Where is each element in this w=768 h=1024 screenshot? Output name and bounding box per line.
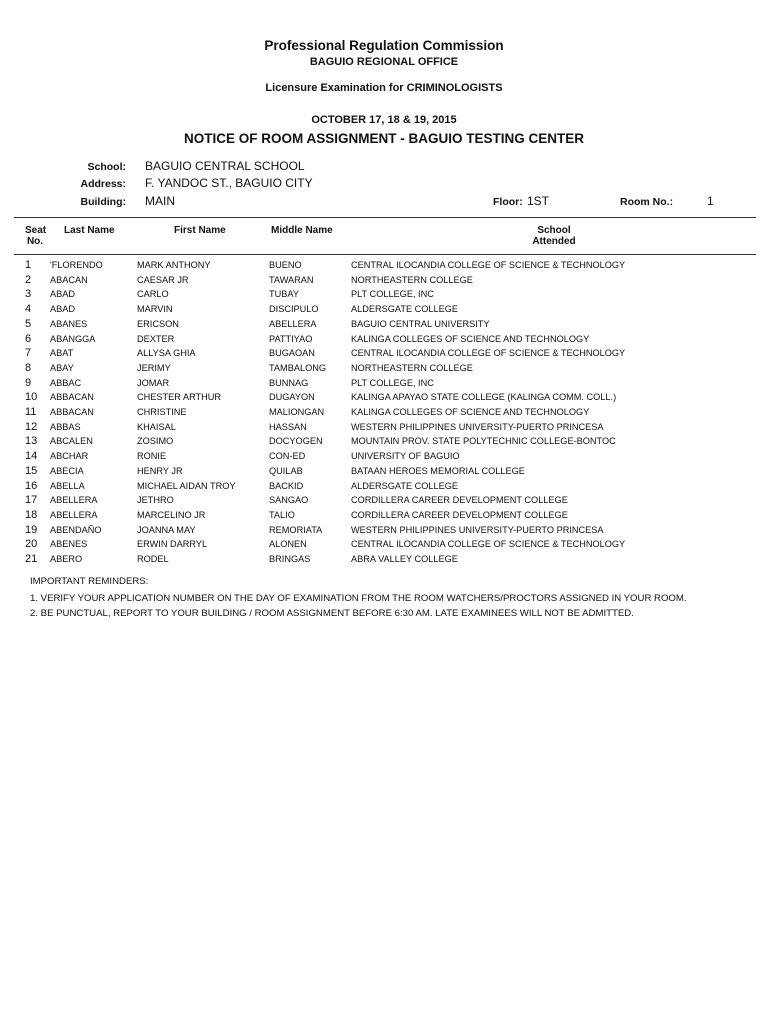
seat-number: 10 [25, 391, 38, 404]
seat-number: 7 [25, 347, 32, 360]
school-attended: PLT COLLEGE, INC [351, 377, 434, 388]
middle-name: BACKID [269, 480, 304, 491]
table-row [0, 525, 768, 540]
first-name: JOMAR [137, 377, 170, 388]
middle-name: ALONEN [269, 539, 307, 550]
last-name: ABECIA [50, 465, 84, 476]
school-attended: WESTERN PHILIPPINES UNIVERSITY-PUERTO PRINCESA [351, 421, 604, 432]
first-name: JETHRO [137, 495, 174, 506]
middle-name: TAWARAN [269, 274, 314, 285]
first-name: JERIMY [137, 362, 171, 373]
table-row [0, 334, 768, 349]
seat-header-line1: Seat [25, 225, 47, 236]
last-name: ABCHAR [50, 451, 89, 462]
middle-name: BUENO [269, 260, 302, 270]
seat-number: 2 [25, 273, 32, 286]
first-name: ERICSON [137, 318, 179, 329]
seat-number: 11 [25, 406, 37, 418]
school-attended: PLT COLLEGE, INC [351, 289, 434, 300]
last-name: ABBAS [50, 421, 81, 432]
regional-office: BAGUIO REGIONAL OFFICE [309, 56, 459, 68]
seat-header-line2: No. [26, 236, 44, 247]
table-row [0, 554, 768, 569]
seat-number: 9 [25, 376, 32, 389]
last-name: ABANES [50, 318, 88, 329]
school-attended: ABRA VALLEY COLLEGE [351, 554, 458, 564]
middle-name: CON-ED [269, 451, 306, 462]
school-header-line2: Attended [532, 236, 576, 247]
first-name: CARLO [137, 289, 169, 300]
table-row [0, 436, 768, 451]
table-row [0, 451, 768, 466]
school-attended: KALINGA COLLEGES OF SCIENCE AND TECHNOLOGY [351, 333, 590, 344]
notice-title: NOTICE OF ROOM ASSIGNMENT - BAGUIO TESTING CENTER [183, 131, 584, 146]
table-row [0, 304, 768, 319]
middle-name: SANGAO [269, 495, 309, 506]
reminder-item: 1. VERIFY YOUR APPLICATION NUMBER ON THE DAY OF EXAMINATION FROM THE ROOM WATCHERS/PROCTORS ASSIGNED IN YOUR ROOM. [30, 593, 687, 604]
middle-name: BUGAOAN [269, 348, 315, 359]
table-row [0, 275, 768, 290]
last-name: ABBACAN [50, 392, 94, 403]
middle-name: TAMBALONG [269, 362, 327, 373]
school-attended: BATAAN HEROES MEMORIAL COLLEGE [351, 465, 525, 476]
first-name: CHRISTINE [137, 407, 187, 417]
seat-number: 12 [25, 420, 38, 433]
table-row [0, 407, 768, 422]
last-name: ABACAN [50, 274, 88, 285]
first-name: MARK ANTHONY [137, 260, 211, 270]
last-name: ABCALEN [50, 436, 93, 447]
first-name: RONIE [137, 451, 167, 462]
reminders-title: IMPORTANT REMINDERS: [30, 576, 149, 587]
first-name: ERWIN DARRYL [137, 539, 208, 550]
last-name: ABENES [50, 539, 88, 550]
seat-number: 21 [25, 553, 38, 565]
seat-number: 16 [25, 479, 38, 492]
school-attended: CENTRAL ILOCANDIA COLLEGE OF SCIENCE & TECHNOLOGY [351, 539, 626, 550]
seat-number: 3 [25, 288, 32, 301]
school-attended: CORDILLERA CAREER DEVELOPMENT COLLEGE [351, 495, 568, 506]
middle-name: PATTIYAO [269, 333, 313, 344]
table-row [0, 378, 768, 393]
first-name: MARCELINO JR [137, 509, 206, 520]
header-divider [14, 217, 756, 218]
first-name: ALLYSA GHIA [137, 348, 196, 359]
school-header-line1: School [537, 225, 571, 236]
table-row [0, 348, 768, 363]
middle-name: BRINGAS [269, 554, 311, 564]
middle-name: BUNNAG [269, 377, 309, 388]
first-name: DEXTER [137, 333, 175, 344]
middle-name: ABELLERA [269, 318, 317, 329]
middle-name: DUGAYON [269, 392, 315, 403]
table-row [0, 422, 768, 437]
organization-title: Professional Regulation Commission [264, 38, 504, 53]
seat-number: 6 [25, 332, 32, 345]
table-row [0, 392, 768, 407]
table-row [0, 289, 768, 304]
seat-number: 8 [25, 361, 32, 374]
school-attended: CENTRAL ILOCANDIA COLLEGE OF SCIENCE & TECHNOLOGY [351, 348, 626, 359]
first-name: MICHAEL AIDAN TROY [137, 480, 236, 491]
room-value: 1 [707, 194, 714, 208]
column-header-school [504, 225, 604, 247]
last-name: ABANGGA [50, 333, 96, 344]
last-name: ABAY [50, 362, 74, 373]
last-name: ABELLERA [50, 509, 98, 520]
middle-name: REMORIATA [269, 524, 323, 535]
seat-number: 17 [25, 494, 38, 507]
reminder-item: 2. BE PUNCTUAL, REPORT TO YOUR BUILDING / ROOM ASSIGNMENT BEFORE 6:30 AM. LATE EXAMINEES WILL NOT BE ADMITTED. [30, 608, 634, 619]
table-row [0, 363, 768, 378]
seat-number: 18 [25, 508, 38, 521]
table-row [0, 260, 768, 275]
table-row [0, 539, 768, 554]
school-attended: BAGUIO CENTRAL UNIVERSITY [351, 318, 490, 329]
table-row [0, 481, 768, 496]
last-name: ABENDAÑO [50, 524, 102, 535]
school-attended: NORTHEASTERN COLLEGE [351, 274, 473, 285]
school-attended: CORDILLERA CAREER DEVELOPMENT COLLEGE [351, 509, 568, 520]
column-header-seat [25, 225, 45, 247]
column-header-middle-name: Middle Name [271, 225, 333, 236]
room-label: Room No.: [620, 196, 674, 208]
floor-label: Floor: [493, 196, 523, 208]
exam-dates: OCTOBER 17, 18 & 19, 2015 [311, 114, 457, 126]
middle-name: TUBAY [269, 289, 299, 300]
middle-name: QUILAB [269, 465, 303, 476]
school-label: School: [87, 161, 126, 173]
first-name: CAESAR JR [137, 274, 189, 285]
table-header-divider [14, 254, 756, 255]
last-name: ABAD [50, 289, 76, 300]
seat-number: 14 [25, 450, 38, 463]
first-name: RODEL [137, 554, 169, 564]
school-attended: WESTERN PHILIPPINES UNIVERSITY-PUERTO PRINCESA [351, 524, 604, 535]
floor-value: 1ST [527, 194, 550, 208]
last-name: 'FLORENDO [50, 260, 103, 270]
address-label: Address: [80, 178, 126, 190]
table-row [0, 319, 768, 334]
exam-title: Licensure Examination for CRIMINOLOGISTS [265, 82, 503, 94]
seat-number: 15 [25, 464, 38, 477]
middle-name: HASSAN [269, 421, 307, 432]
seat-number: 4 [25, 303, 32, 316]
school-attended: UNIVERSITY OF BAGUIO [351, 451, 460, 462]
column-header-last-name: Last Name [64, 225, 115, 236]
seat-number: 5 [25, 317, 32, 330]
middle-name: DISCIPULO [269, 304, 319, 315]
seat-number: 20 [25, 538, 38, 551]
column-header-first-name: First Name [174, 225, 226, 236]
address-value: F. YANDOC ST., BAGUIO CITY [145, 176, 313, 190]
middle-name: MALIONGAN [269, 407, 325, 417]
school-attended: CENTRAL ILOCANDIA COLLEGE OF SCIENCE & TECHNOLOGY [351, 260, 626, 270]
school-attended: MOUNTAIN PROV. STATE POLYTECHNIC COLLEGE-BONTOC [351, 436, 616, 447]
last-name: ABBAC [50, 377, 82, 388]
school-attended: ALDERSGATE COLLEGE [351, 304, 459, 315]
seat-number: 19 [25, 523, 38, 536]
seat-number: 13 [25, 435, 38, 448]
last-name: ABERO [50, 554, 83, 564]
table-row [0, 495, 768, 510]
school-attended: KALINGA COLLEGES OF SCIENCE AND TECHNOLOGY [351, 407, 590, 417]
last-name: ABELLA [50, 480, 85, 491]
table-row [0, 466, 768, 481]
last-name: ABELLERA [50, 495, 98, 506]
last-name: ABAD [50, 304, 76, 315]
middle-name: DOCYOGEN [269, 436, 323, 447]
first-name: HENRY JR [137, 465, 183, 476]
building-value: MAIN [145, 194, 175, 208]
school-attended: KALINGA APAYAO STATE COLLEGE (KALINGA COMM. COLL.) [351, 392, 617, 403]
first-name: KHAISAL [137, 421, 176, 432]
last-name: ABAT [50, 348, 74, 359]
seat-number: 1 [25, 259, 32, 271]
school-attended: ALDERSGATE COLLEGE [351, 480, 459, 491]
school-attended: NORTHEASTERN COLLEGE [351, 362, 473, 373]
building-label: Building: [80, 196, 126, 208]
school-value: BAGUIO CENTRAL SCHOOL [145, 159, 305, 173]
first-name: MARVIN [137, 304, 173, 315]
last-name: ABBACAN [50, 407, 94, 417]
first-name: JOANNA MAY [137, 524, 196, 535]
first-name: CHESTER ARTHUR [137, 392, 222, 403]
middle-name: TALIO [269, 509, 295, 520]
first-name: ZOSIMO [137, 436, 174, 447]
table-row [0, 510, 768, 525]
